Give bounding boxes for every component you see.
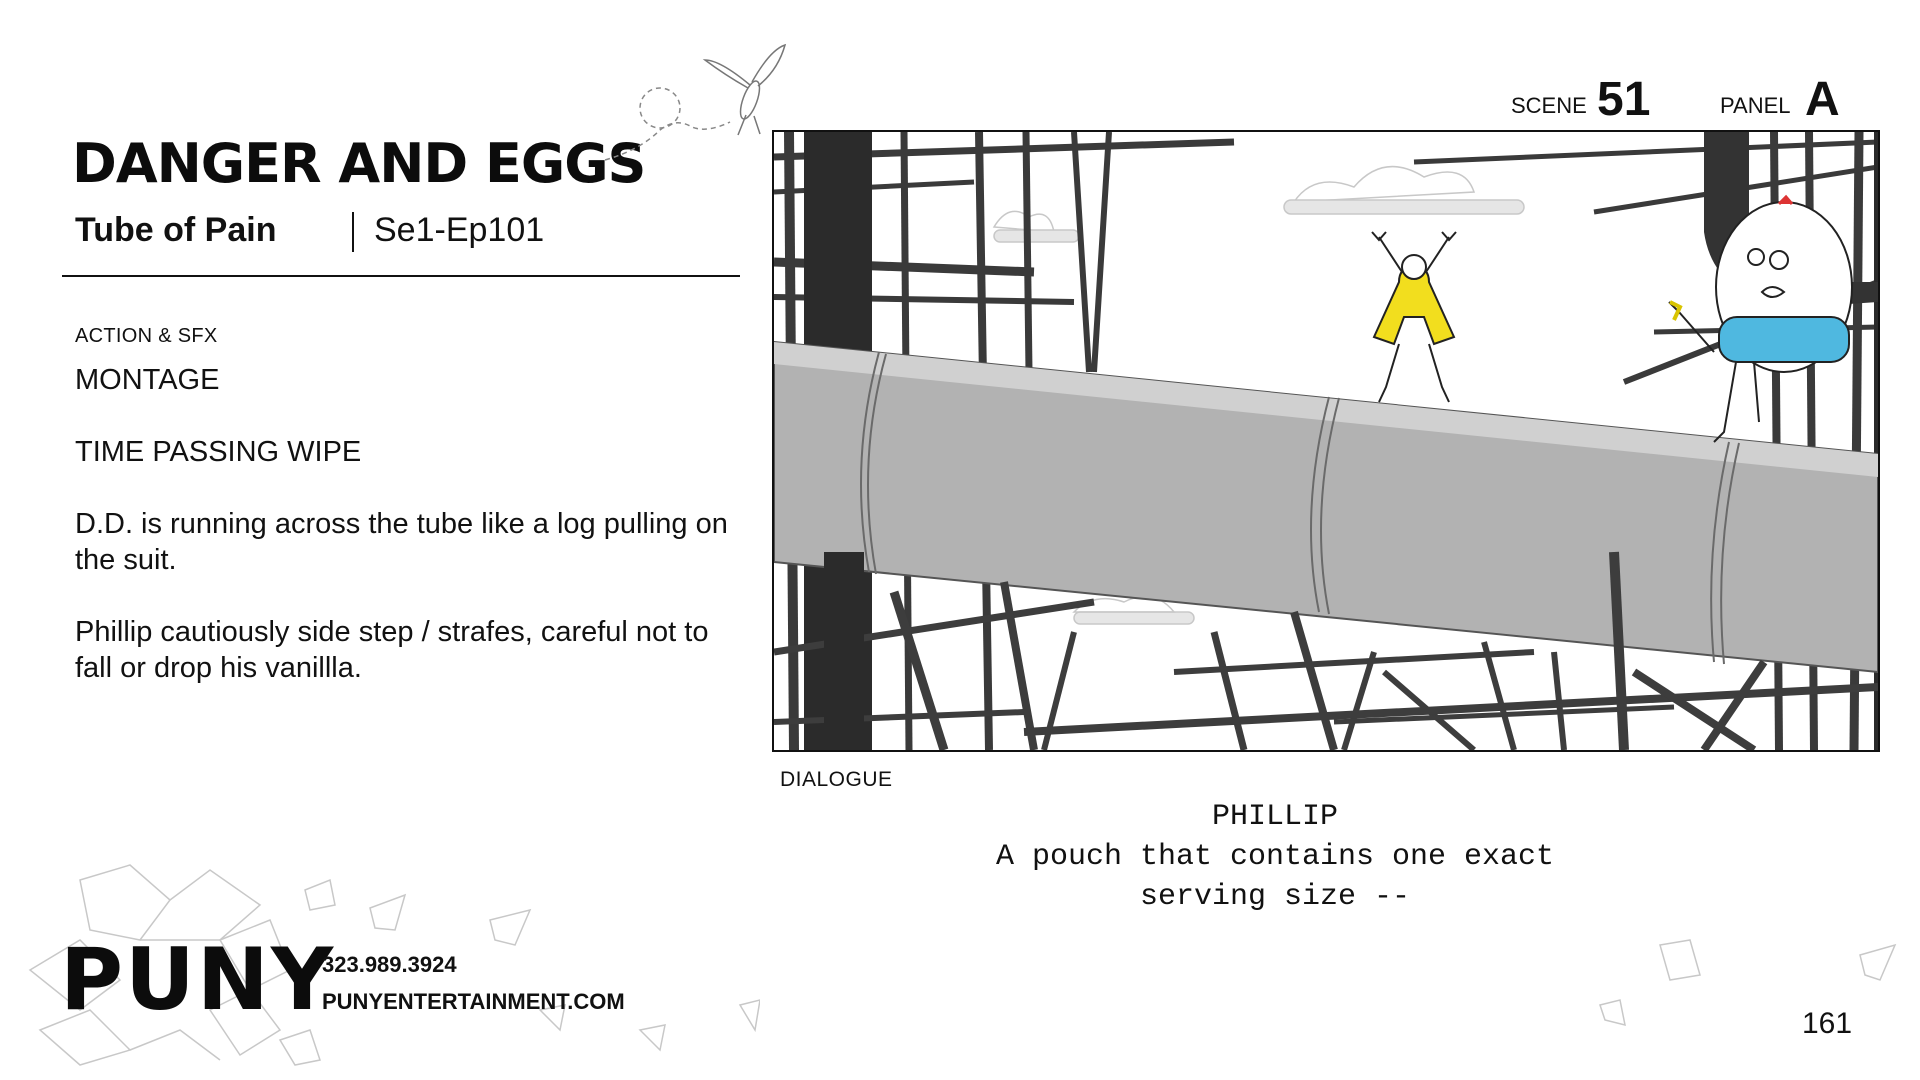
action-body (75, 362, 745, 722)
dialogue-line: serving size -- (1139, 880, 1411, 914)
crystal-pattern-icon (1590, 935, 1910, 1045)
action-line: MONTAGE (75, 364, 220, 396)
storyboard-panel (772, 130, 1880, 752)
dialogue-block (900, 797, 1650, 917)
scene-number: 51 (1597, 73, 1651, 126)
header-rule (62, 275, 740, 277)
character-phillip (1669, 197, 1852, 442)
dialogue-line: A pouch that contains one exact (995, 840, 1555, 874)
episode-code: Se1-Ep101 (374, 211, 545, 249)
episode-divider (352, 212, 354, 252)
contact-phone: 323.989.3924 (322, 952, 457, 977)
page-number: 161 (1802, 1007, 1853, 1040)
action-line: D.D. is running across the tube like a log pulling on the suit. (75, 508, 728, 576)
character-dd (1372, 232, 1456, 402)
dialogue-character: PHILLIP (1211, 800, 1339, 834)
show-title: DANGER AND EGGS (72, 132, 646, 195)
action-line: TIME PASSING WIPE (75, 436, 362, 468)
panel-letter: A (1805, 73, 1840, 126)
scene-label: SCENE (1511, 93, 1587, 118)
episode-title: Tube of Pain (75, 211, 277, 249)
action-heading: ACTION & SFX (75, 325, 218, 347)
dialogue-label: DIALOGUE (780, 768, 893, 791)
storyboard-drawing (774, 132, 1878, 750)
contact-website: PUNYENTERTAINMENT.COM (322, 989, 625, 1014)
action-line: Phillip cautiously side step / strafes, careful not to fall or drop his vanillla. (75, 616, 709, 684)
puny-logo-icon: PUNY (60, 930, 336, 1030)
panel-label: PANEL (1720, 93, 1791, 118)
